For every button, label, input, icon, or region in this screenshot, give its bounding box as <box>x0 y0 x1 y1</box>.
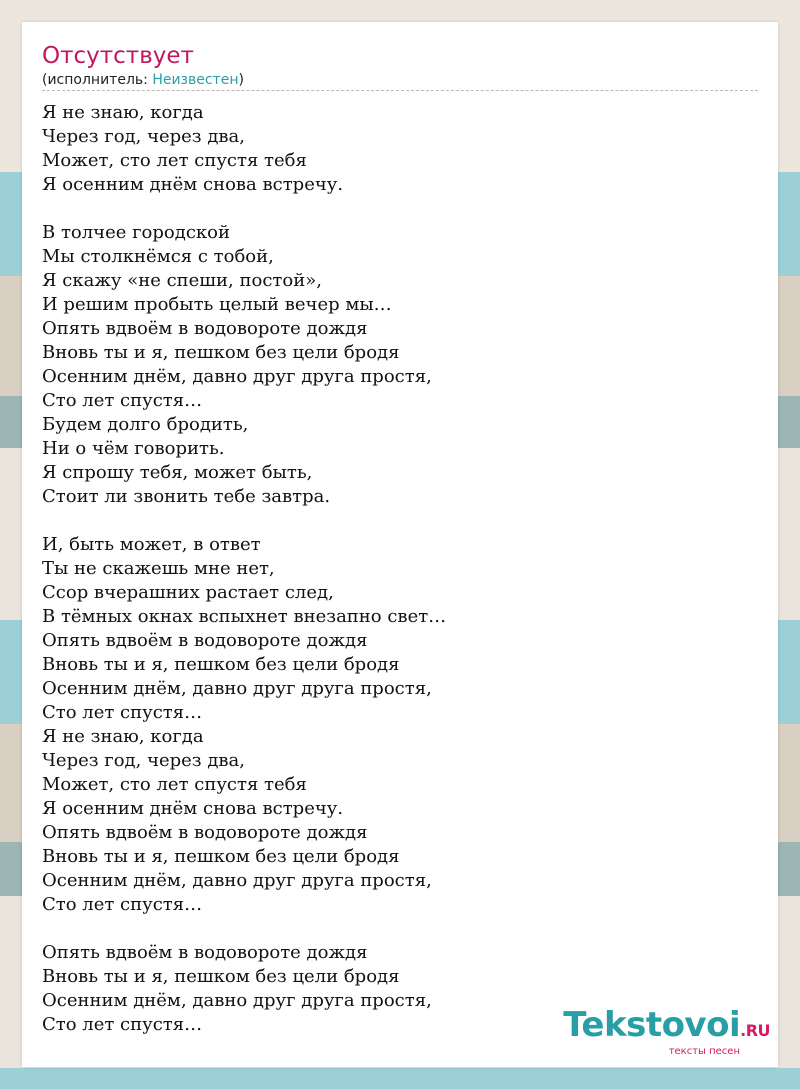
lyric-line: В толчее городской <box>42 222 230 243</box>
lyric-line: Я спрошу тебя, может быть, <box>42 462 313 483</box>
lyric-line: Ты не скажешь мне нет, <box>42 558 275 579</box>
lyric-line: Я осенним днём снова встречу. <box>42 798 344 819</box>
lyrics-card <box>22 22 778 1067</box>
lyric-line: Мы столкнёмся с тобой, <box>42 246 274 267</box>
lyric-line: Опять вдвоём в водовороте дождя <box>42 942 368 963</box>
artist-prefix: (исполнитель: <box>42 72 153 88</box>
lyric-line: Может, сто лет спустя тебя <box>42 774 307 795</box>
lyric-line: Сто лет спустя… <box>42 390 203 411</box>
site-logo[interactable] <box>563 1005 770 1057</box>
lyric-line: Вновь ты и я, пешком без цели бродя <box>42 846 400 867</box>
lyric-line: В тёмных окнах вспыхнет внезапно свет… <box>42 606 447 627</box>
lyric-line: Я не знаю, когда <box>42 102 204 123</box>
lyric-line: Я осенним днём снова встречу. <box>42 174 344 195</box>
lyric-line: Ссор вчерашних растает след, <box>42 582 334 603</box>
lyric-line: Будем долго бродить, <box>42 414 249 435</box>
lyrics-text <box>42 101 742 1061</box>
lyric-line: Сто лет спустя… <box>42 1014 203 1035</box>
lyric-line: Осенним днём, давно друг друга простя, <box>42 678 432 699</box>
lyric-line: Сто лет спустя… <box>42 894 203 915</box>
artist-link[interactable]: Неизвестен <box>152 72 239 88</box>
lyric-line: Ни о чём говорить. <box>42 438 225 459</box>
lyric-line: Сто лет спустя… <box>42 702 203 723</box>
logo-wordmark <box>563 1005 770 1048</box>
song-title: Отсутствует <box>42 43 194 69</box>
lyric-line: Осенним днём, давно друг друга простя, <box>42 870 432 891</box>
logo-domain-suffix: .RU <box>740 1021 770 1040</box>
lyric-line: Вновь ты и я, пешком без цели бродя <box>42 966 400 987</box>
logo-tagline: тексты песен <box>668 1046 740 1057</box>
artist-line <box>42 71 244 89</box>
lyric-line: Опять вдвоём в водовороте дождя <box>42 822 368 843</box>
artist-suffix: ) <box>238 72 244 88</box>
lyric-line: Стоит ли звонить тебе завтра. <box>42 486 331 507</box>
lyric-line: И решим пробыть целый вечер мы… <box>42 294 392 315</box>
logo-main-text: Tekstovoi <box>563 1005 741 1045</box>
stanza <box>42 533 742 917</box>
lyric-line: Я не знаю, когда <box>42 726 204 747</box>
title-divider <box>42 90 758 91</box>
stanza <box>42 101 742 197</box>
lyric-line: Через год, через два, <box>42 750 246 771</box>
lyric-line: Может, сто лет спустя тебя <box>42 150 307 171</box>
lyric-line: Осенним днём, давно друг друга простя, <box>42 366 432 387</box>
lyric-line: Опять вдвоём в водовороте дождя <box>42 630 368 651</box>
lyric-line: И, быть может, в ответ <box>42 534 261 555</box>
lyric-line: Осенним днём, давно друг друга простя, <box>42 990 432 1011</box>
lyric-line: Через год, через два, <box>42 126 246 147</box>
stanza <box>42 221 742 509</box>
lyric-line: Я скажу «не спеши, постой», <box>42 270 322 291</box>
lyric-line: Вновь ты и я, пешком без цели бродя <box>42 654 400 675</box>
lyric-line: Вновь ты и я, пешком без цели бродя <box>42 342 400 363</box>
lyric-line: Опять вдвоём в водовороте дождя <box>42 318 368 339</box>
